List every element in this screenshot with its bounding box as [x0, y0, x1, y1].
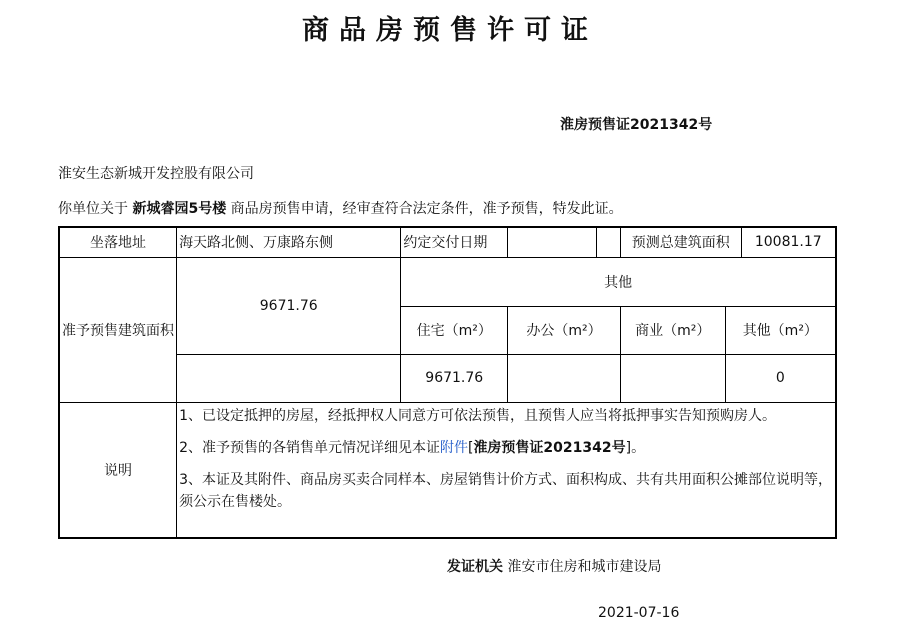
spacer-cell	[596, 227, 620, 257]
page-title: 商品房预售许可证	[302, 15, 598, 46]
intro-suffix: 商品房预售申请，经审查符合法定条件，准予预售，特发此证。	[226, 201, 623, 217]
notes-label: 说明	[59, 402, 177, 538]
issue-date: 2021-07-16	[598, 605, 680, 621]
location-label: 坐落地址	[59, 227, 177, 257]
presale-area-value: 9671.76	[177, 257, 401, 354]
intro-text	[58, 198, 623, 218]
issuing-authority	[447, 556, 661, 576]
project-name: 新城睿园5号楼	[132, 201, 227, 217]
commercial-label: 商业（m²）	[620, 306, 725, 354]
attachment-link[interactable]: 附件	[439, 439, 468, 456]
permit-table	[58, 226, 837, 539]
delivery-label: 约定交付日期	[401, 227, 508, 257]
presale-area-label: 准予预售建筑面积	[59, 257, 177, 402]
residential-label: 住宅（m²）	[401, 306, 508, 354]
certificate-number: 淮房预售证2021342号	[560, 117, 713, 133]
office-value	[508, 354, 621, 402]
note-3: 3、本证及其附件、商品房买卖合同样本、房屋销售计价方式、面积构成、共有共用面积公摊部位说明等，须公示在售楼处。	[179, 471, 832, 510]
note-2-suffix: ]。	[625, 439, 646, 456]
issuer-value: 淮安市住房和城市建设局	[503, 559, 662, 575]
residential-value: 9671.76	[401, 354, 508, 402]
other-label: 其他（m²）	[725, 306, 836, 354]
total-area-value: 10081.17	[741, 227, 836, 257]
note-2	[179, 435, 833, 461]
location-value: 海天路北侧、万康路东侧	[177, 227, 401, 257]
company-name: 淮安生态新城开发控股有限公司	[58, 166, 254, 182]
notes-content	[177, 402, 836, 538]
presale-area-blank	[177, 354, 401, 402]
note-2-bracket: [	[467, 439, 474, 456]
total-area-label: 预测总建筑面积	[620, 227, 741, 257]
intro-prefix: 你单位关于	[58, 201, 133, 217]
delivery-value	[508, 227, 597, 257]
other-header: 其他	[401, 257, 836, 306]
other-value: 0	[725, 354, 836, 402]
office-label: 办公（m²）	[508, 306, 621, 354]
note-2-cert-number: 淮房预售证2021342号	[473, 439, 626, 456]
issuer-label: 发证机关	[447, 559, 503, 575]
note-1: 1、已设定抵押的房屋，经抵押权人同意方可依法预售，且预售人应当将抵押事实告知预购房人。	[179, 407, 776, 424]
commercial-value	[620, 354, 725, 402]
note-2-prefix: 2、准予预售的各销售单元情况详细见本证	[179, 439, 440, 456]
